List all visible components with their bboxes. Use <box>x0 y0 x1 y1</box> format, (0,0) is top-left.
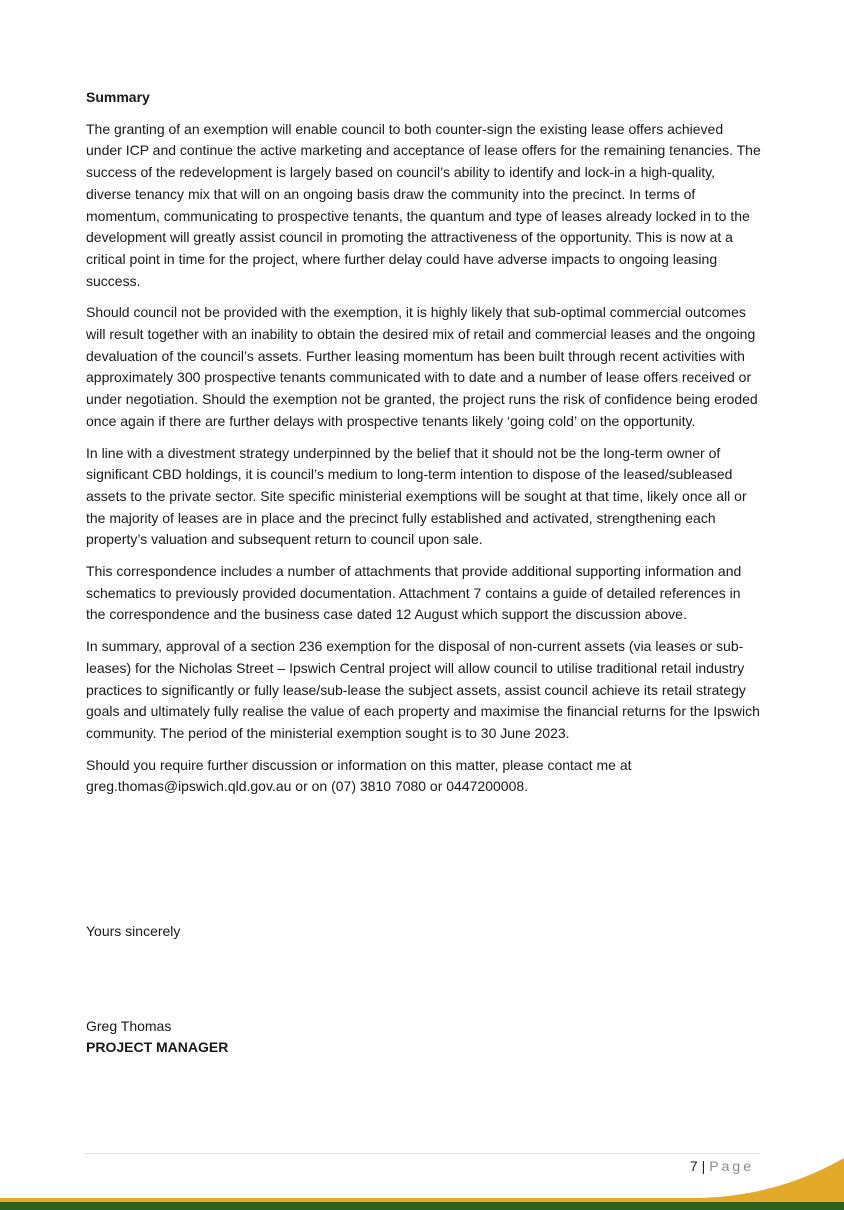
gold-swoosh-shape <box>0 1158 844 1202</box>
signer-name: Greg Thomas <box>86 1018 172 1034</box>
signer-title: PROJECT MANAGER <box>86 1039 229 1055</box>
paragraph-4: This correspondence includes a number of attachments that provide additional supporting information and schematics to previously provided documentation. Attachment 7 contains a guide of detailed references in the correspondence and the business case dated 12 August which support the discussion above. <box>86 563 742 623</box>
section-heading: Summary <box>86 89 150 105</box>
paragraph-1: The granting of an exemption will enable council to both counter-sign the existing lease offers achieved under ICP and continue the active marketing and acceptance of lease offers for the remaining tenancies. The success of the redevelopment is largely based on council’s ability to identify and lock-in a high-quality, diverse tenancy mix that will on an ongoing basis draw the community into the precinct. In terms of momentum, communicating to prospective tenants, the quantum and type of leases already locked in to the development will greatly assist council in promoting the attractiveness of the opportunity. This is now at a critical point in time for the project, where further delay could have adverse impacts to ongoing leasing success. <box>86 120 761 289</box>
closing-salutation: Yours sincerely <box>86 923 181 939</box>
letter-body <box>86 87 762 808</box>
paragraph-2: Should council not be provided with the exemption, it is highly likely that sub-optimal commercial outcomes will result together with an inability to obtain the desired mix of retail and commercial leases and the ongoing devaluation of the council’s assets. Further leasing momentum has been built through recent activities with approximately 300 prospective tenants communicated with to date and a number of lease offers received or under negotiation. Should the exemption not be granted, the project runs the risk of confidence being eroded once again if there are further delays with prospective tenants likely ‘going cold’ on the opportunity. <box>86 304 758 429</box>
page-label: Page <box>709 1158 754 1174</box>
paragraph-5: In summary, approval of a section 236 exemption for the disposal of non-current assets (via leases or sub-leases) for the Nicholas Street – Ipswich Central project will allow council to utilise traditional retail industry practices to significantly or fully lease/sub-lease the subject assets, assist council achieve its retail strategy goals and ultimately fully realise the value of each property and maximise the financial returns for the Ipswich community. The period of the ministerial exemption sought is to 30 June 2023. <box>86 638 760 741</box>
paragraph-3: In line with a divestment strategy underpinned by the belief that it should not be the long-term owner of significant CBD holdings, it is council’s medium to long-term intention to dispose of the leased/subleased assets to the private sector. Site specific ministerial exemptions will be sought at that time, likely once all or the majority of leases are in place and the precinct fully established and activated, strengthening each property’s valuation and subsequent return to council upon sale. <box>86 444 747 548</box>
page-number-separator: | <box>701 1158 706 1174</box>
green-band-shape <box>0 1202 844 1210</box>
paragraph-6: Should you require further discussion or information on this matter, please contact me at greg.thomas@ipswich.qld.gov.au or on (07) 3810 7080 or 0447200008. <box>86 756 632 795</box>
page-number-value: 7 <box>689 1158 698 1174</box>
footer-swoosh-graphic <box>0 1140 844 1210</box>
signature-block <box>86 1016 228 1058</box>
